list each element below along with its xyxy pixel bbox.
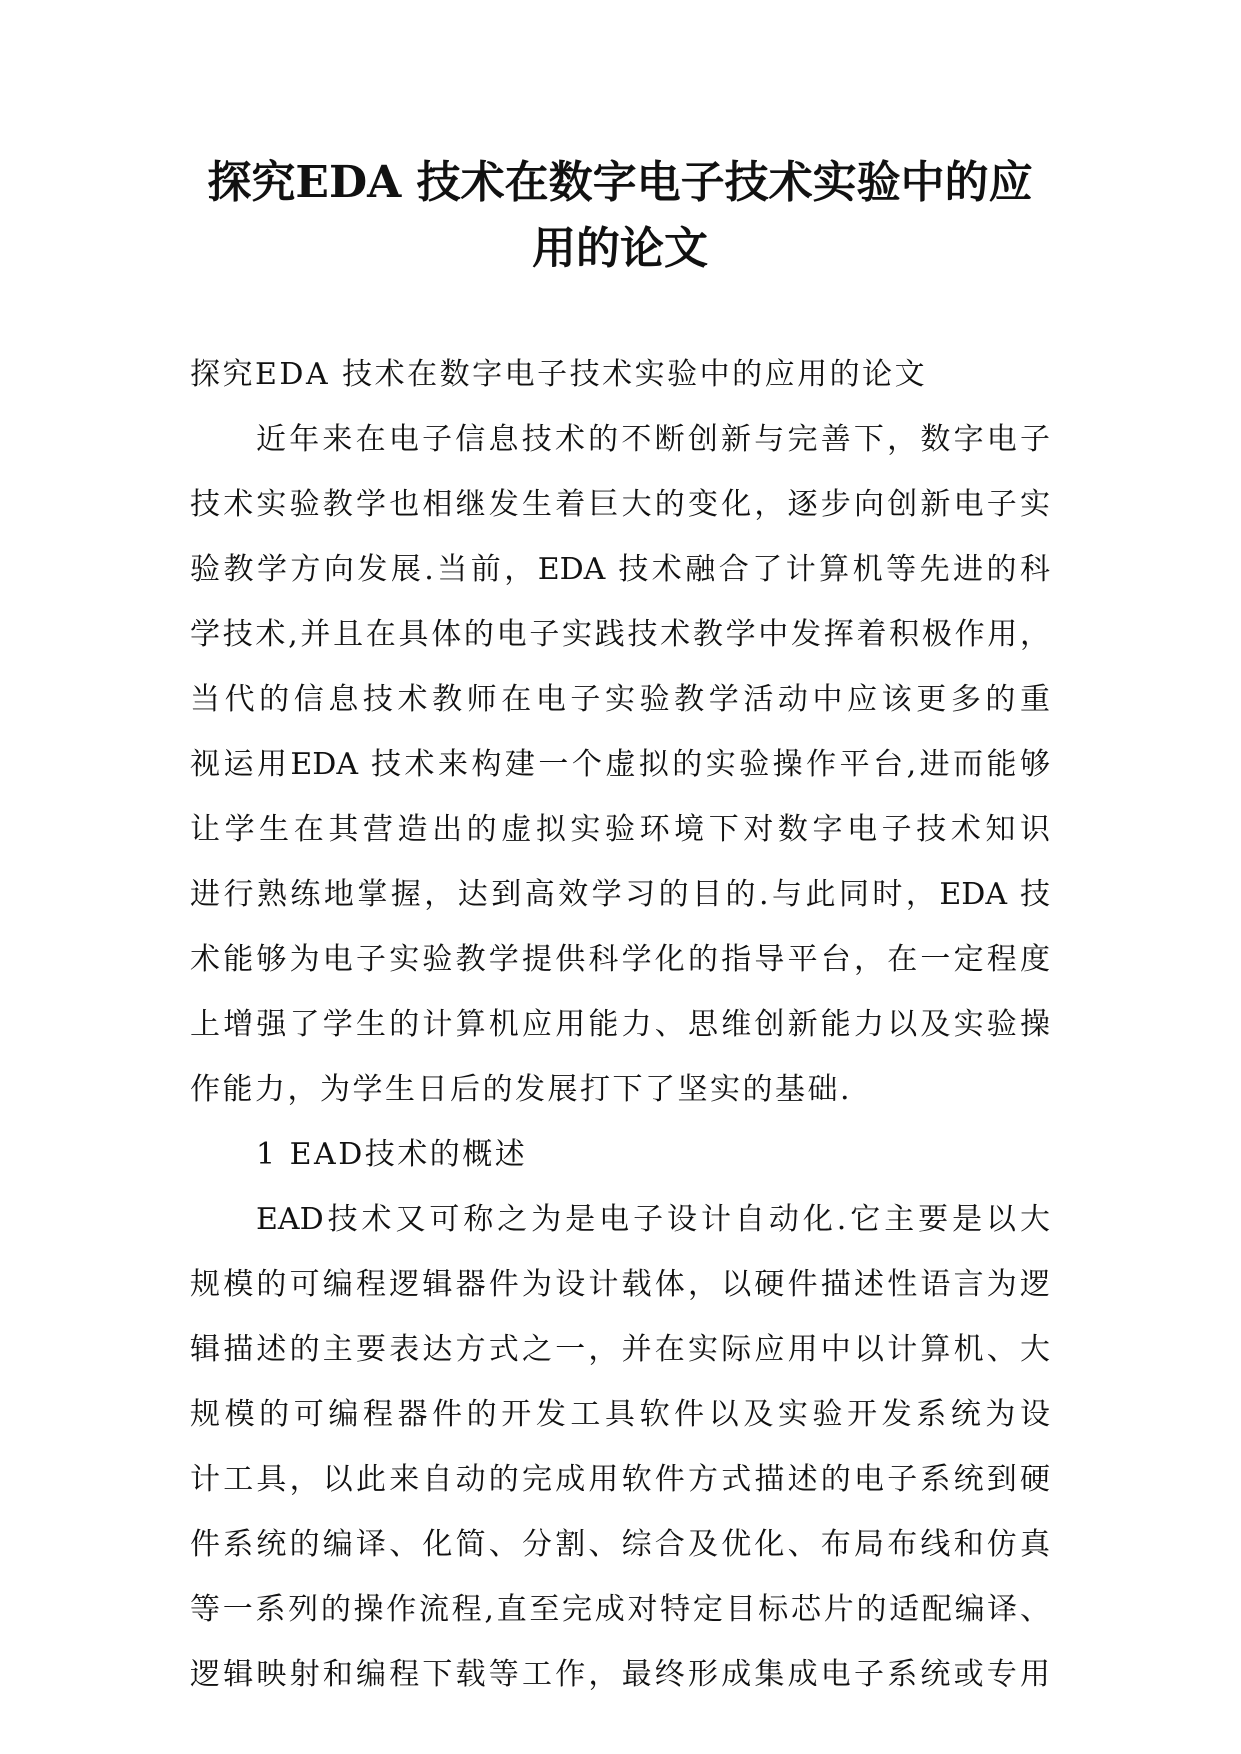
paragraph-line: 辑描述的主要表达方式之一，并在实际应用中以计算机、大	[190, 1332, 1050, 1367]
title-line: 用的论文	[532, 223, 708, 274]
document-title	[190, 150, 1050, 282]
paragraph-1	[190, 422, 1050, 1140]
paragraph-line: 学技术,并且在具体的电子实践技术教学中发挥着积极作用，	[190, 617, 1050, 652]
paragraph-line: 计工具，以此来自动的完成用软件方式描述的电子系统到硬	[190, 1462, 1050, 1497]
paragraph-line: 件系统的编译、化简、分割、综合及优化、布局布线和仿真	[190, 1527, 1050, 1562]
paragraph-line: 上增强了学生的计算机应用能力、思维创新能力以及实验操	[190, 1007, 1050, 1042]
paragraph-line: 近年来在电子信息技术的不断创新与完善下，数字电子	[256, 422, 1050, 457]
paragraph-line: 规模的可编程器件的开发工具软件以及实验开发系统为设	[190, 1397, 1050, 1432]
subtitle-line: 探究EDA 技术在数字电子技术实验中的应用的论文	[190, 357, 928, 392]
document-body	[190, 357, 1050, 1725]
paragraph-line: 进行熟练地掌握，达到高效学习的目的.与此同时，EDA 技	[190, 877, 1050, 912]
paragraph-line: 逻辑映射和编程下载等工作，最终形成集成电子系统或专用	[190, 1657, 1050, 1692]
paragraph-2	[190, 1202, 1050, 1725]
paragraph-line: 让学生在其营造出的虚拟实验环境下对数字电子技术知识	[190, 812, 1050, 847]
paragraph-line: 技术实验教学也相继发生着巨大的变化，逐步向创新电子实	[190, 487, 1050, 522]
paragraph-line: 术能够为电子实验教学提供科学化的指导平台，在一定程度	[190, 942, 1050, 977]
paragraph-line: 作能力，为学生日后的发展打下了坚实的基础.	[190, 1072, 853, 1107]
paragraph-line: EAD技术又可称之为是电子设计自动化.它主要是以大	[256, 1202, 1050, 1237]
paragraph-line: 当代的信息技术教师在电子实验教学活动中应该更多的重	[190, 682, 1050, 717]
section-heading: 1 EAD技术的概述	[256, 1137, 528, 1172]
paragraph-line: 等一系列的操作流程,直至完成对特定目标芯片的适配编译、	[190, 1592, 1050, 1627]
paragraph-line: 视运用EDA 技术来构建一个虚拟的实验操作平台,进而能够	[190, 747, 1050, 782]
title-line: 探究EDA 技术在数字电子技术实验中的应	[207, 157, 1033, 208]
paragraph-line: 规模的可编程逻辑器件为设计载体，以硬件描述性语言为逻	[190, 1267, 1050, 1302]
paragraph-line: 验教学方向发展.当前，EDA 技术融合了计算机等先进的科	[190, 552, 1050, 587]
